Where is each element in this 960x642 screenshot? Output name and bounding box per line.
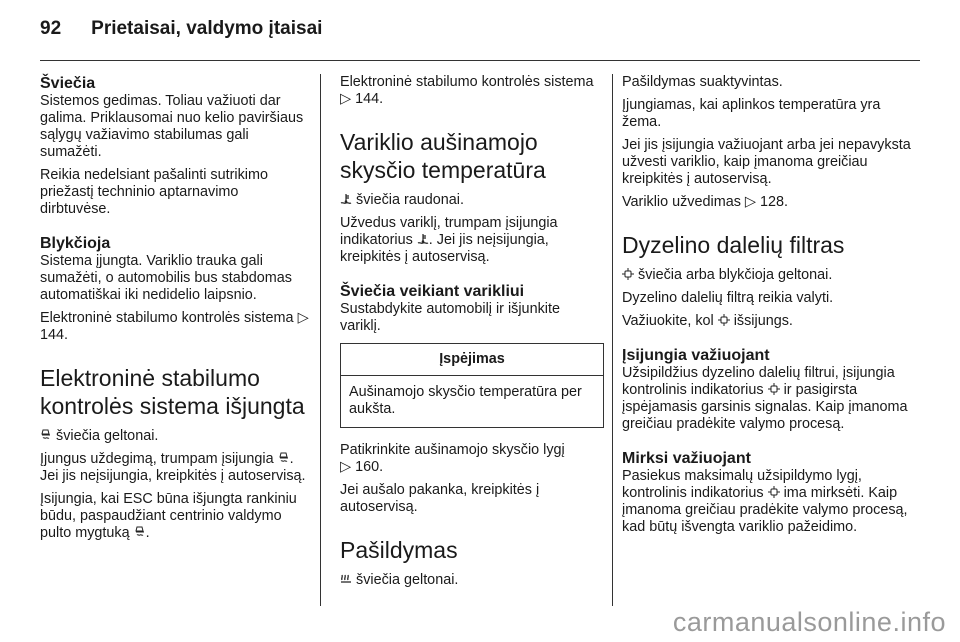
page-reference-link[interactable]: 128. [759,194,788,210]
paragraph: Sistemos gedimas. Toliau važiuoti dar galima. Priklausomai nuo kelio paviršiaus sąlygų važiavimo stabilumas gali sumažėti. [40,93,304,160]
coolant-temp-icon [417,233,429,245]
diesel-particle-filter-icon [718,314,730,326]
heading-blinks: Mirksi važiuojant [622,450,751,467]
warning-title: Įspėjimas [341,344,603,376]
paragraph: Jei jis įsijungia važiuojant arba jei nepavyksta užvesti variklio, kaip įmanoma greičiau kreipkitės į autoservisą. [622,137,911,187]
paragraph: Įjungus uždegimą, trumpam įsijungia . Jei jis neįsijungia, kreipkitės į autoservisą. [40,451,306,484]
page-header [40,18,322,48]
column-1 [40,74,312,548]
paragraph: Pašildymas suaktyvintas. [622,74,783,90]
paragraph: Užvedus variklį, trumpam įsijungia indikatorius . Jei jis neįsijungia, kreipkitės į autoservisą. [340,215,558,265]
paragraph: Sistema įjungta. Variklio trauka gali sumažėti, o automobilis bus stabdomas automatiškai iki nedidelio laipsnio. [40,253,292,303]
paragraph: šviečia geltonai. [340,572,604,589]
paragraph: Važiuokite, kol išsijungs. [622,313,793,329]
glow-plug-icon [340,573,352,585]
heading-blyksi: Blykčioja [40,235,111,252]
header-rule [40,60,920,61]
reference-arrow-icon: ▷ [340,459,352,475]
heading-on-driving: Įsijungia važiuojant [622,347,770,364]
paragraph: Pasiekus maksimalų užsipildymo lygį, kontrolinis indikatorius ima mirksėti. Kaip įmanoma greičiau pradėkite valymo procesą, kad būtų išvengta variklio pažeidimo. [622,468,908,535]
paragraph: Sustabdykite automobilį ir išjunkite variklį. [340,301,560,334]
column-separator [612,74,613,606]
heading-dpf: Dyzelino dalelių filtras [622,232,845,258]
reference-arrow-icon: ▷ [340,91,352,107]
esc-off-icon [40,429,52,441]
diesel-particle-filter-icon [622,268,634,280]
heading-esc-off: Elektroninė stabilumo kontrolės sistema išjungta [40,365,305,419]
paragraph: Reikia nedelsiant pašalinti sutrikimo priežastį techninio aptarnavimo dirbtuvėse. [40,167,268,217]
watermark: carmanualsonline.info [672,607,946,637]
paragraph: šviečia arba blykčioja geltonai. [622,267,922,284]
esc-off-icon [134,526,146,538]
paragraph: šviečia raudonai. [340,192,604,209]
paragraph: šviečia geltonai. [40,428,312,445]
paragraph: Elektroninė stabilumo kontrolės sistema ▷ 144. [340,74,594,107]
paragraph: Užsipildžius dyzelino dalelių filtrui, įsijungia kontrolinis indikatorius ir pasigirsta įspėjamasis garsinis signalas. Kaip įmanoma greičiau pradėkite valymo procesą. [622,365,908,432]
warning-body: Aušinamojo skysčio temperatūra per aukšta. [349,384,582,417]
page-reference-link[interactable]: 160. [355,459,384,475]
heading-heating: Pašildymas [340,537,458,563]
column-2 [340,74,604,595]
paragraph: Įsijungia, kai ESC būna išjungta rankiniu būdu, paspaudžiant centrinio valdymo pulto mygtuką . [40,491,297,541]
paragraph: Patikrinkite aušinamojo skysčio lygį ▷ 160. [340,442,565,475]
heading-running: Šviečia veikiant varikliui [340,283,525,300]
reference-arrow-icon: ▷ [744,194,756,210]
page-reference-link[interactable]: 144. [355,91,384,107]
warning-box [340,343,604,428]
page-reference-link[interactable]: 144. [40,327,69,343]
chapter-title: Prietaisai, valdymo įtaisai [91,18,323,39]
esc-off-icon [278,452,290,464]
coolant-temp-icon [340,193,352,205]
heading-sviecia: Šviečia [40,75,96,92]
reference-arrow-icon: ▷ [297,310,309,326]
column-3 [622,74,922,542]
paragraph: Variklio užvedimas ▷ 128. [622,194,788,210]
heading-coolant-temp: Variklio aušinamojo skysčio temperatūra [340,129,546,183]
column-separator [320,74,321,606]
paragraph: Jei aušalo pakanka, kreipkitės į autoservisą. [340,482,540,515]
diesel-particle-filter-icon [768,383,780,395]
paragraph: Elektroninė stabilumo kontrolės sistema ▷ 144. [40,310,309,343]
paragraph: Įjungiamas, kai aplinkos temperatūra yra žema. [622,97,881,130]
diesel-particle-filter-icon [768,486,780,498]
page-number: 92 [40,18,62,39]
paragraph: Dyzelino dalelių filtrą reikia valyti. [622,290,834,306]
